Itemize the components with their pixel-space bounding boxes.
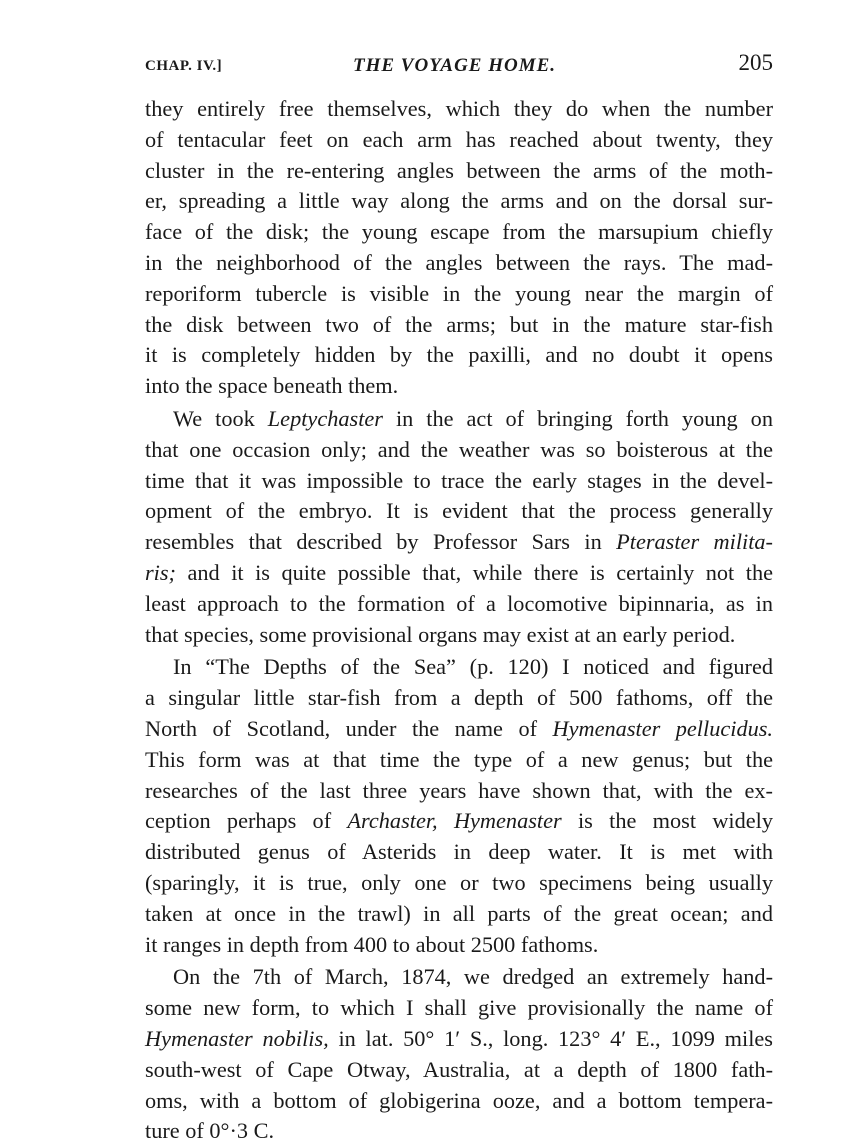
running-head <box>145 50 773 80</box>
italic-term: Archaster, <box>347 808 438 834</box>
text-line: into the space beneath them. <box>145 373 399 399</box>
italic-term: Hymenaster pellucidus. <box>552 715 773 741</box>
text-line: they entirely free themselves, which they do when the number <box>145 96 773 121</box>
text-line: researches of the last three years have shown that, with the ex- <box>145 777 773 803</box>
text-line: the disk between two of the arms; but in the mature star-fish <box>145 311 773 337</box>
text-line: cluster in the re-entering angles between the arms of the moth- <box>145 157 773 183</box>
text-line: that species, some provisional organs may exist at an early period. <box>145 621 736 647</box>
text-line: of tentacular feet on each arm has reached about twenty, they <box>145 126 773 152</box>
text-line: Hymenaster nobilis, in lat. 50° 1′ S., long. 123° 4′ E., 1099 miles <box>145 1025 773 1051</box>
italic-term: Hymenaster nobilis, <box>145 1025 329 1051</box>
italic-term: Pteraster milita- <box>616 529 773 555</box>
text-line: south-west of Cape Otway, Australia, at a depth of 1800 fath- <box>145 1056 773 1082</box>
text-line: In “The Depths of the Sea” (p. 120) I noticed and figured <box>173 654 773 680</box>
text-line: (sparingly, it is true, only one or two specimens being usually <box>145 869 773 895</box>
italic-term: Hymenaster <box>453 808 562 834</box>
running-title: THE VOYAGE HOME. <box>353 55 557 76</box>
text-line: This form was at that time the type of a new genus; but the <box>145 746 773 772</box>
text-line: North of Scotland, under the name of Hymenaster pellucidus. <box>145 715 773 741</box>
text-line: On the 7th of March, 1874, we dredged an extremely hand- <box>173 964 773 990</box>
text-line: it ranges in depth from 400 to about 2500 fathoms. <box>145 931 599 957</box>
text-line: a singular little star-fish from a depth of 500 fathoms, off the <box>145 685 773 711</box>
paragraph <box>145 404 773 650</box>
text-line: er, spreading a little way along the arms and on the dorsal sur- <box>145 188 773 214</box>
paragraph <box>145 962 773 1147</box>
paragraph <box>145 652 773 960</box>
page-number: 205 <box>738 50 773 75</box>
text-line: distributed genus of Asterids in deep water. It is met with <box>145 839 773 865</box>
text-line: that one occasion only; and the weather was so boisterous at the <box>145 436 773 462</box>
text-line: taken at once in the trawl) in all parts of the great ocean; and <box>145 900 773 926</box>
chapter-label: CHAP. IV.] <box>145 58 223 74</box>
text-line: We took Leptychaster in the act of bringing forth young on <box>173 405 773 431</box>
text-line: ture of 0°·3 C. <box>145 1118 275 1144</box>
text-line: time that it was impossible to trace the early stages in the devel- <box>145 467 773 493</box>
text-line: ception perhaps of Archaster, Hymenaster is the most widely <box>145 808 774 834</box>
text-line: face of the disk; the young escape from the marsupium chiefly <box>145 219 773 245</box>
paragraph <box>145 94 773 402</box>
text-line: oms, with a bottom of globigerina ooze, and a bottom tempera- <box>145 1087 773 1113</box>
italic-term: Leptychaster <box>267 405 383 431</box>
text-line: opment of the embryo. It is evident that the process generally <box>145 498 773 524</box>
text-line: it is completely hidden by the paxilli, and no doubt it opens <box>145 342 773 368</box>
text-line: resembles that described by Professor Sars in Pteraster milita- <box>145 529 773 555</box>
text-line: reporiform tubercle is visible in the young near the margin of <box>145 280 773 306</box>
body-text <box>145 94 773 1147</box>
text-line: least approach to the formation of a locomotive bipinnaria, as in <box>145 590 773 616</box>
italic-term: ris; <box>145 559 176 585</box>
text-line: in the neighborhood of the angles between the rays. The mad- <box>145 249 773 275</box>
text-line: ris; and it is quite possible that, while there is certainly not the <box>145 559 773 585</box>
text-line: some new form, to which I shall give provisionally the name of <box>145 995 773 1021</box>
